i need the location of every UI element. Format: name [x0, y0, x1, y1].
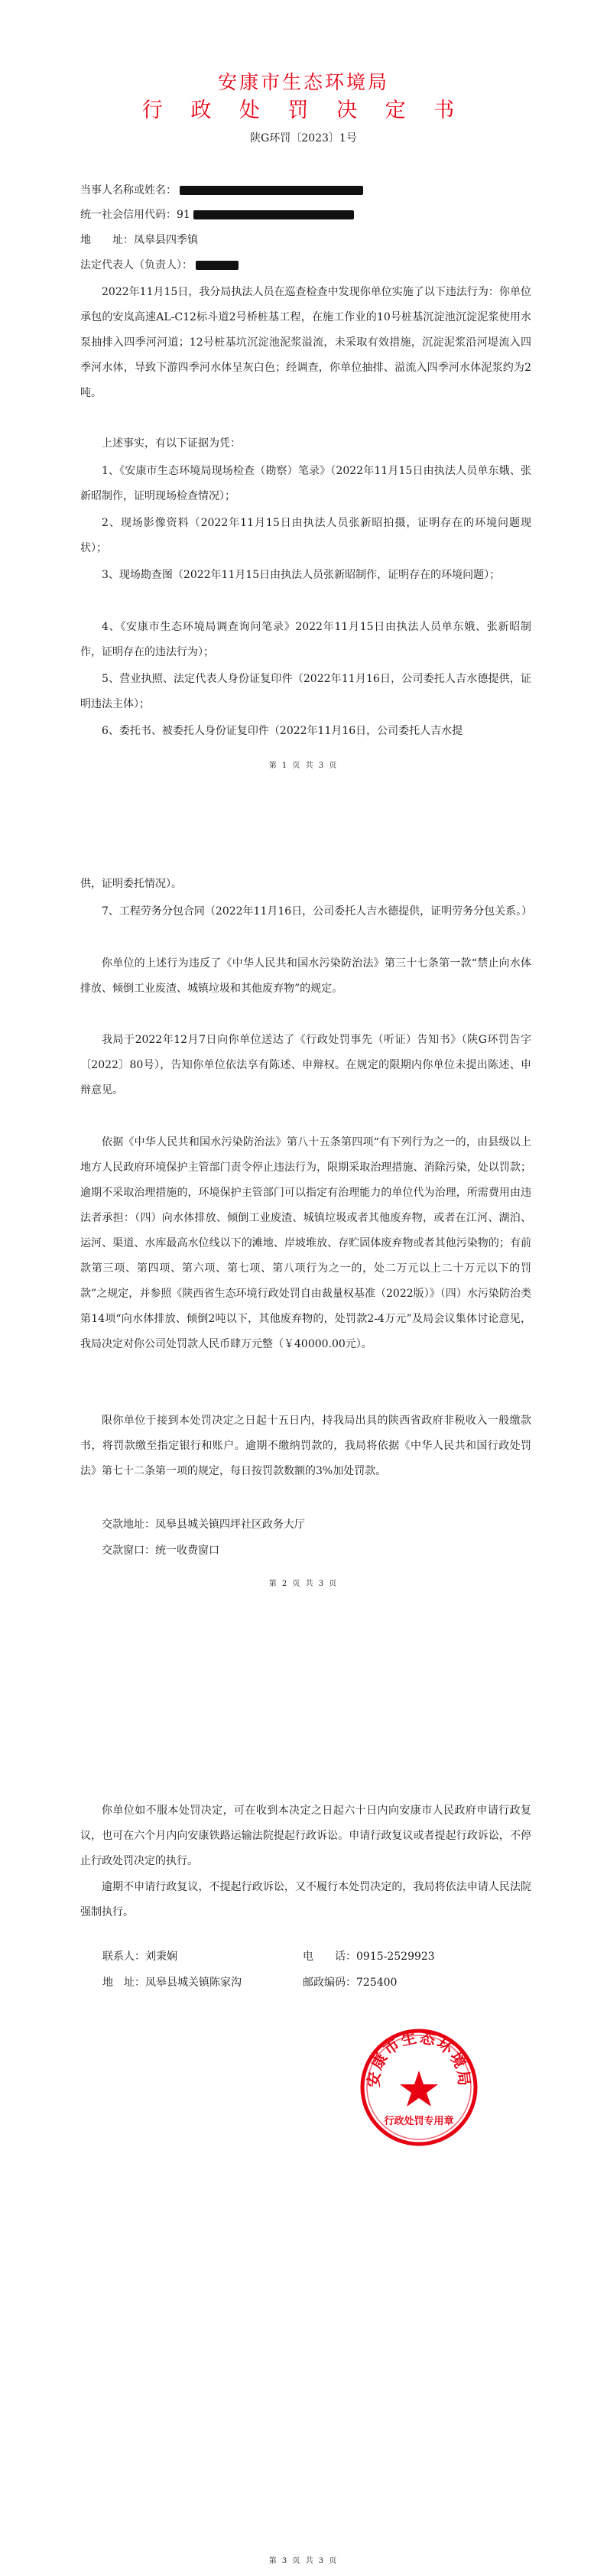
enforcement-paragraph: 逾期不申请行政复议，不提起行政诉讼，又不履行本处罚决定的，我局将依法申请人民法院强制执行。 — [80, 1881, 531, 1918]
evidence-7: 7、工程劳务分包合同（2022年11月16日，公司委托人吉水德提供，证明劳务分包关系。） — [102, 905, 533, 918]
evidence-2: 2、现场影像资料（2022年11月15日由执法人员张新昭拍摄，证明存在的环境问题现状）； — [80, 517, 531, 554]
page-3 — [0, 1713, 607, 2576]
credit-code-visible: 91 — [177, 209, 190, 221]
redacted-party-name — [180, 186, 363, 195]
page-1 — [0, 0, 607, 872]
party-name-row — [80, 182, 363, 197]
penalty-basis-paragraph: 依据《中华人民共和国水污染防治法》第八十五条第四项“有下列行为之一的，由县级以上地方人民政府环境保护主管部门责令停止违法行为，限期采取治理措施、消除污染，处以罚款；逾期不采取治理措施的，环境保护主管部门可以指定有治理能力的单位代为治理，所需费用由违法者承担：（四）向水体排放、倾倒工业废渣、城镇垃圾或者其他废弃物，或者在江河、湖泊、运河、渠道、水库最高水位线以下的滩地、岸坡堆放、存贮固体废弃物或者其他污染物的；有前款第三项、第四项、第六项、第七项、第八项行为之一的，处二万元以上二十万元以下的罚款”之规定，并参照《陕西省生态环境行政处罚自由裁量权基准（2022版）》（四）水污染防治类第14项“向水体排放、倾倒2吨以下，其他废弃物的，处罚款2-4万元”及局会议集体讨论意见，我局决定对你公司处罚款人民币肆万元整（￥40000.00元）。 — [80, 1136, 531, 1350]
redacted-legal-rep — [196, 261, 239, 270]
evidence-5: 5、营业执照、法定代表人身份证复印件（2022年11月16日，公司委托人吉水德提供，证明违法主体）； — [80, 673, 531, 710]
evidence-3: 3、现场勘查图（2022年11月15日由执法人员张新昭制作，证明存在的环境问题）； — [102, 569, 501, 581]
address-value: 凤皋县四季镇 — [134, 234, 198, 246]
postal-code: 邮政编码：725400 — [303, 1977, 398, 1989]
evidence-1: 1、《安康市生态环境局现场检查（勘察）笔录》（2022年11月15日由执法人员单东娥、张新昭制作，证明现场检查情况）； — [80, 465, 531, 502]
page-footer-1: 第 1 页 共 3 页 — [268, 762, 339, 770]
legal-rep-label: 法定代表人（负责人）： — [80, 259, 193, 271]
seal-subtext: 行政处罚专用章 — [384, 2116, 454, 2127]
payment-address: 交款地址：凤皋县城关镇四坪社区政务大厅 — [102, 1519, 305, 1531]
address-label: 地 址： — [80, 234, 134, 246]
law-violation-paragraph: 你单位的上述行为违反了《中华人民共和国水污染防治法》第三十七条第一款“禁止向水体排放、倾倒工业废渣、城镇垃圾和其他废弃物”的规定。 — [80, 957, 531, 995]
notice-paragraph: 我局于2022年12月7日向你单位送达了《行政处罚事先（听证）告知书》（陕G环罚告字〔2022〕80号），告知你单位依法享有陈述、申辩权。在规定的限期内你单位未提出陈述、申辩意见。 — [80, 1034, 531, 1096]
contact-address: 地 址：凤皋县城关镇陈家沟 — [102, 1977, 242, 1989]
official-seal — [358, 2026, 480, 2149]
party-name-label: 当事人名称或姓名： — [80, 184, 177, 197]
page-footer-2: 第 2 页 共 3 页 — [268, 1580, 339, 1588]
evidence-6: 6、委托书、被委托人身份证复印件（2022年11月16日，公司委托人吉水提 — [102, 725, 463, 737]
remedy-paragraph: 你单位如不服本处罚决定，可在收到本决定之日起六十日内向安康市人民政府申请行政复议，也可在六个月内向安康铁路运输法院提起行政诉讼。申请行政复议或者提起行政诉讼，不停止行政处罚决定的执行。 — [80, 1804, 531, 1867]
legal-rep-row — [80, 257, 239, 272]
contact-person: 联系人：刘秉娴 — [102, 1951, 177, 1963]
page-2 — [0, 872, 607, 1713]
document-number: 陕G环罚〔2023〕1号 — [250, 132, 357, 145]
evidence-4: 4、《安康市生态环境局调查询问笔录》2022年11月15日由执法人员单东娥、张新昭制作，证明存在的违法行为）； — [80, 621, 531, 658]
payment-paragraph: 限你单位于接到本处罚决定之日起十五日内，持我局出具的陕西省政府非税收入一般缴款书，将罚款缴至指定银行和账户。逾期不缴纳罚款的，我局将依据《中华人民共和国行政处罚法》第七十二条第一项的规定，每日按罚款数额的3%加处罚款。 — [80, 1415, 531, 1477]
evidence-6-continued: 供，证明委托情况）。 — [80, 878, 182, 890]
agency-title: 安康市生态环境局 — [217, 71, 389, 93]
facts-paragraph: 2022年11月15日，我分局执法人员在巡查检查中发现你单位实施了以下违法行为：你单位承包的安岚高速AL-C12标斗道2号桥桩基工程，在施工作业的10号桩基沉淀池沉淀泥浆使用水泵抽排入四季河河道；12号桩基坑沉淀池泥浆溢流，未采取有效措施，沉淀泥浆沿河堤流入四季河水体，导致下游四季河水体呈灰白色；经调查，你单位抽排、溢流入四季河水体泥浆约为2吨。 — [80, 286, 531, 399]
credit-code-label: 统一社会信用代码： — [80, 209, 177, 221]
credit-code-row — [80, 206, 354, 222]
address-row — [80, 232, 198, 247]
redacted-credit-code — [193, 210, 354, 219]
contact-phone: 电 话：0915-2529923 — [303, 1951, 435, 1963]
payment-window: 交款窗口：统一收费窗口 — [102, 1545, 219, 1557]
page-footer-3: 第 3 页 共 3 页 — [268, 2557, 339, 2565]
document-title: 行 政 处 罚 决 定 书 — [141, 99, 466, 122]
evidence-intro: 上述事实，有以下证据为凭： — [102, 437, 241, 450]
seal-text: 安康市生态环境局 — [364, 2027, 474, 2088]
